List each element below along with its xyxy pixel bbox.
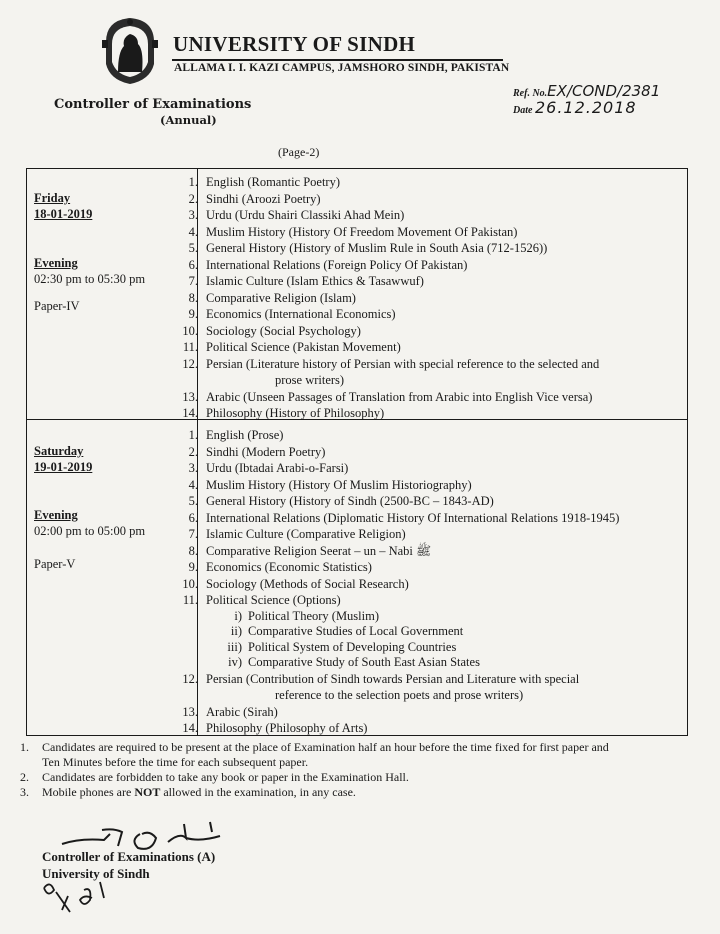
option-item: ii) Comparative Studies of Local Government <box>230 624 464 638</box>
note-item-continued: Ten Minutes before the time for each subsequent paper. <box>42 755 309 769</box>
day-cell-saturday <box>34 443 92 475</box>
list-item: 12. Persian (Literature history of Persian with special reference to the selected and prose writers) <box>182 356 600 387</box>
session-cell-friday <box>34 255 145 287</box>
note-item: 2. Candidates are forbidden to take any book or paper in the Examination Hall. <box>20 770 409 784</box>
header-rule <box>172 59 503 61</box>
university-name: UNIVERSITY OF SINDH <box>173 32 416 56</box>
list-item: 6. International Relations (Diplomatic History Of International Relations 1918-1945) <box>188 510 620 525</box>
subject-list-saturday <box>176 427 619 737</box>
session-time: 02:30 pm to 05:30 pm <box>34 272 146 286</box>
list-item: 8. Comparative Religion Seerat – un – Nabi ﷺ <box>188 543 432 558</box>
list-item: 14. Philosophy (Philosophy of Arts) <box>182 721 368 735</box>
option-item: iii) Political System of Developing Countries <box>227 639 457 654</box>
list-item: 11. Political Science (Options) <box>182 593 341 607</box>
office-title: Controller of Examinations <box>54 97 252 112</box>
list-item: 10. Sociology (Social Psychology) <box>182 323 361 338</box>
instructions <box>20 740 710 800</box>
ref-label: Ref. No. <box>513 88 548 99</box>
initials-scribble <box>40 878 120 918</box>
list-item: 2. Sindhi (Modern Poetry) <box>188 444 326 459</box>
session-name: Evening <box>34 256 78 270</box>
office-subtitle: (Annual) <box>160 113 217 127</box>
list-item: 14. Philosophy (History of Philosophy) <box>182 406 385 420</box>
day-cell-friday <box>34 190 92 222</box>
option-item: iv) Comparative Study of South East Asian States <box>228 655 480 669</box>
option-item: i) Political Theory (Muslim) <box>234 608 380 623</box>
list-item: 4. Muslim History (History Of Muslim Historiography) <box>188 477 472 492</box>
day-name: Saturday <box>34 444 84 458</box>
list-item: 7. Islamic Culture (Comparative Religion) <box>188 527 406 541</box>
paper-label: Paper-IV <box>34 299 80 313</box>
university-address: ALLAMA I. I. KAZI CAMPUS, JAMSHORO SINDH, PAKISTAN <box>174 62 510 74</box>
day-date: 19-01-2019 <box>34 460 93 474</box>
day-date: 18-01-2019 <box>34 207 93 221</box>
page-number: (Page-2) <box>278 145 320 159</box>
list-item: 11. Political Science (Pakistan Movement) <box>182 340 401 354</box>
issue-date <box>513 98 637 117</box>
signatory-title: Controller of Examinations (A) <box>42 849 216 864</box>
list-item: 6. International Relations (Foreign Policy Of Pakistan) <box>188 257 468 272</box>
list-item: 9. Economics (Economic Statistics) <box>188 560 372 574</box>
signatory-org: University of Sindh <box>42 866 150 881</box>
note-item: 3. Mobile phones are NOT allowed in the examination, in any case. <box>20 785 356 799</box>
session-cell-saturday <box>34 507 145 539</box>
date-value: 26.12.2018 <box>534 98 637 117</box>
list-item: 5. General History (History of Muslim Rule in South Asia (712-1526)) <box>188 241 548 255</box>
option-list <box>176 609 619 671</box>
list-item: 4. Muslim History (History Of Freedom Movement Of Pakistan) <box>188 224 518 239</box>
list-item: 1. English (Romantic Poetry) <box>188 175 341 189</box>
list-item: 12. Persian (Contribution of Sindh towards Persian and Literature with special reference to the selection poets and prose writers) <box>182 671 580 702</box>
list-item: 7. Islamic Culture (Islam Ethics & Tasawwuf) <box>188 274 424 288</box>
list-item: 5. General History (History of Sindh (2500-BC – 1843-AD) <box>188 494 494 508</box>
subject-list-friday <box>176 174 599 422</box>
list-item: 9. Economics (International Economics) <box>188 307 396 321</box>
list-item: 3. Urdu (Ibtadai Arabi-o-Farsi) <box>188 461 349 475</box>
list-item: 1. English (Prose) <box>188 428 284 442</box>
note-item: 1. Candidates are required to be present at the place of Examination half an hour before the time fixed for first paper and <box>20 740 609 754</box>
day-name: Friday <box>34 191 71 205</box>
university-logo <box>98 14 162 88</box>
list-item: 2. Sindhi (Aroozi Poetry) <box>188 191 321 206</box>
session-name: Evening <box>34 508 78 522</box>
list-item: 3. Urdu (Urdu Shairi Classiki Ahad Mein) <box>188 208 405 222</box>
list-item: 10. Sociology (Methods of Social Research) <box>182 576 409 591</box>
date-label: Date <box>513 105 533 116</box>
ref-value: EX/COND/2381 <box>547 82 661 100</box>
list-item: 8. Comparative Religion (Islam) <box>188 290 356 305</box>
list-item: 13. Arabic (Unseen Passages of Translation from Arabic into English Vice versa) <box>182 389 593 404</box>
list-item: 13. Arabic (Sirah) <box>182 704 278 719</box>
session-time: 02:00 pm to 05:00 pm <box>34 524 146 538</box>
signatory-block <box>42 848 215 882</box>
paper-label: Paper-V <box>34 557 76 571</box>
